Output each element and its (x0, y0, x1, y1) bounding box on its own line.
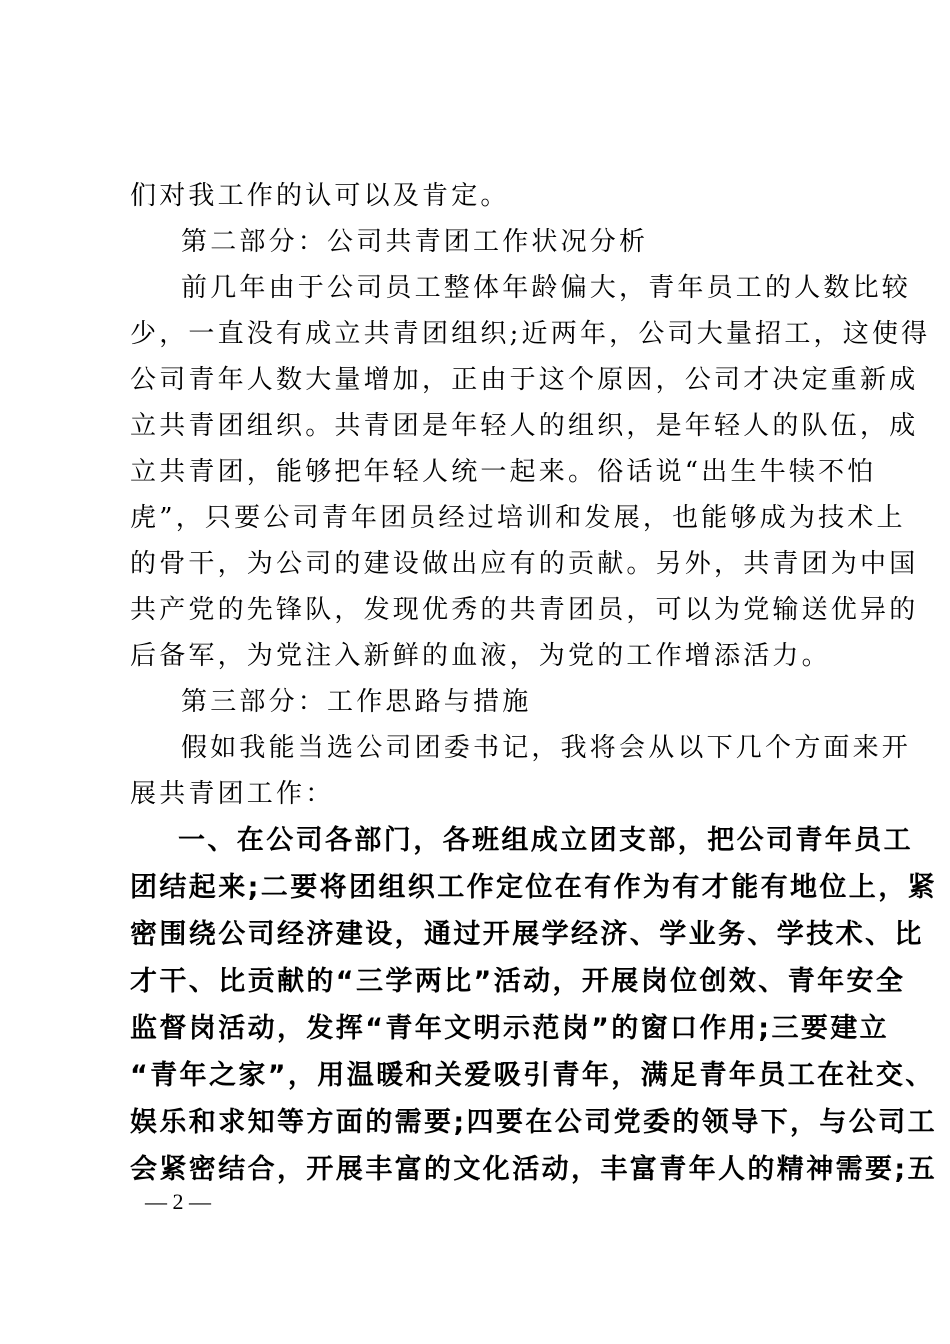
bold-paragraph-line: 才干、比贡献的“三学两比”活动，开展岗位创效、青年安全 (130, 966, 906, 997)
paragraph-line: 立共青团组织。共青团是年轻人的组织，是年轻人的队伍，成 (130, 411, 919, 441)
paragraph-line: 虎”，只要公司青年团员经过培训和发展，也能够成为技术上 (130, 503, 906, 533)
bold-paragraph-line: 密围绕公司经济建设，通过开展学经济、学业务、学技术、比 (130, 919, 924, 950)
bold-paragraph-line: 会紧密结合，开展丰富的文化活动，丰富青年人的精神需要;五 (130, 1154, 937, 1185)
paragraph-line: 们对我工作的认可以及肯定。 (130, 181, 510, 211)
page-number: — 2 — (145, 1189, 211, 1214)
section-heading: 第三部分：工作思路与措施 (181, 687, 532, 717)
paragraph-line: 共产党的先锋队，发现优秀的共青团员，可以为党输送优异的 (130, 595, 919, 625)
paragraph-line: 立共青团，能够把年轻人统一起来。俗话说“出生牛犊不怕 (130, 457, 877, 487)
section-heading: 第二部分：公司共青团工作状况分析 (181, 227, 649, 257)
paragraph-line: 后备军，为党注入新鲜的血液，为党的工作增添活力。 (130, 641, 831, 671)
bold-paragraph-line: 监督岗活动，发挥“青年文明示范岗”的窗口作用;三要建立 (130, 1013, 890, 1044)
paragraph-line: 少，一直没有成立共青团组织;近两年，公司大量招工，这使得 (130, 319, 931, 349)
paragraph-line: 的骨干，为公司的建设做出应有的贡献。另外，共青团为中国 (130, 549, 919, 579)
paragraph-line: 前几年由于公司员工整体年龄偏大，青年员工的人数比较 (181, 273, 912, 303)
bold-paragraph-line: 团结起来;二要将团组织工作定位在有作为有才能有地位上，紧 (130, 872, 937, 903)
paragraph-line: 展共青团工作： (130, 779, 335, 809)
paragraph-line: 公司青年人数大量增加，正由于这个原因，公司才决定重新成 (130, 365, 919, 395)
bold-paragraph-line: “青年之家”，用温暖和关爱吸引青年，满足青年员工在社交、 (130, 1060, 935, 1091)
bold-paragraph-line: 一、在公司各部门，各班组成立团支部，把公司青年员工 (178, 825, 913, 856)
paragraph-line: 假如我能当选公司团委书记，我将会从以下几个方面来开 (181, 733, 912, 763)
bold-paragraph-line: 娱乐和求知等方面的需要;四要在公司党委的领导下，与公司工 (130, 1107, 937, 1138)
